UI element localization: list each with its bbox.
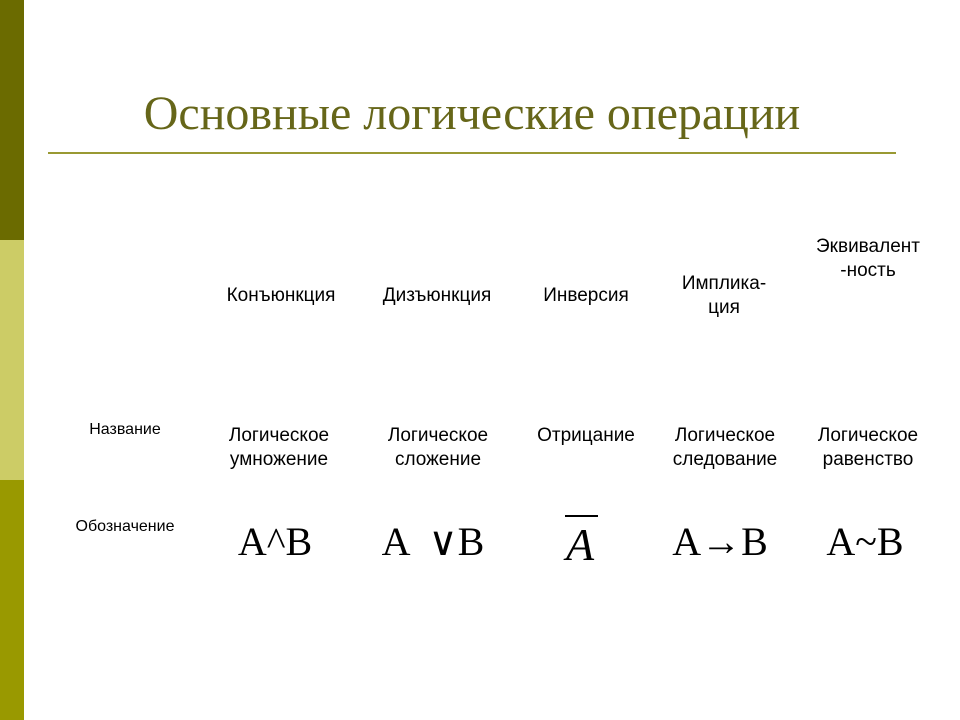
notation-conjunction: A^B [237,519,313,564]
row-label-name: Название [89,421,161,438]
side-stripe-middle [0,240,24,480]
notation-implication: A→B [672,519,768,564]
row-label-notation: Обозначение [75,518,175,535]
notation-inversion: A [565,519,595,570]
header-implication: Имплика- ция [681,273,767,318]
header-equivalence: Эквивалент -ность [816,236,920,281]
negation-overbar [565,515,598,517]
header-disjunction: Дизъюнкция [382,285,492,306]
name-equivalence: Логическое равенство [817,425,919,470]
name-inversion: Отрицание [537,425,635,446]
side-stripe-bottom [0,480,24,720]
notation-equivalence: A~B [826,519,904,564]
name-disjunction: Логическое сложение [387,425,489,470]
header-inversion: Инверсия [543,285,629,306]
notation-disjunction: A ∨B [381,519,485,564]
header-conjunction: Конъюнкция [226,285,336,306]
name-conjunction: Логическое умножение [228,425,330,470]
slide-title: Основные логические операции [143,87,801,140]
title-underline [48,152,896,154]
side-stripe-top [0,0,24,240]
name-implication: Логическое следование [672,425,778,470]
